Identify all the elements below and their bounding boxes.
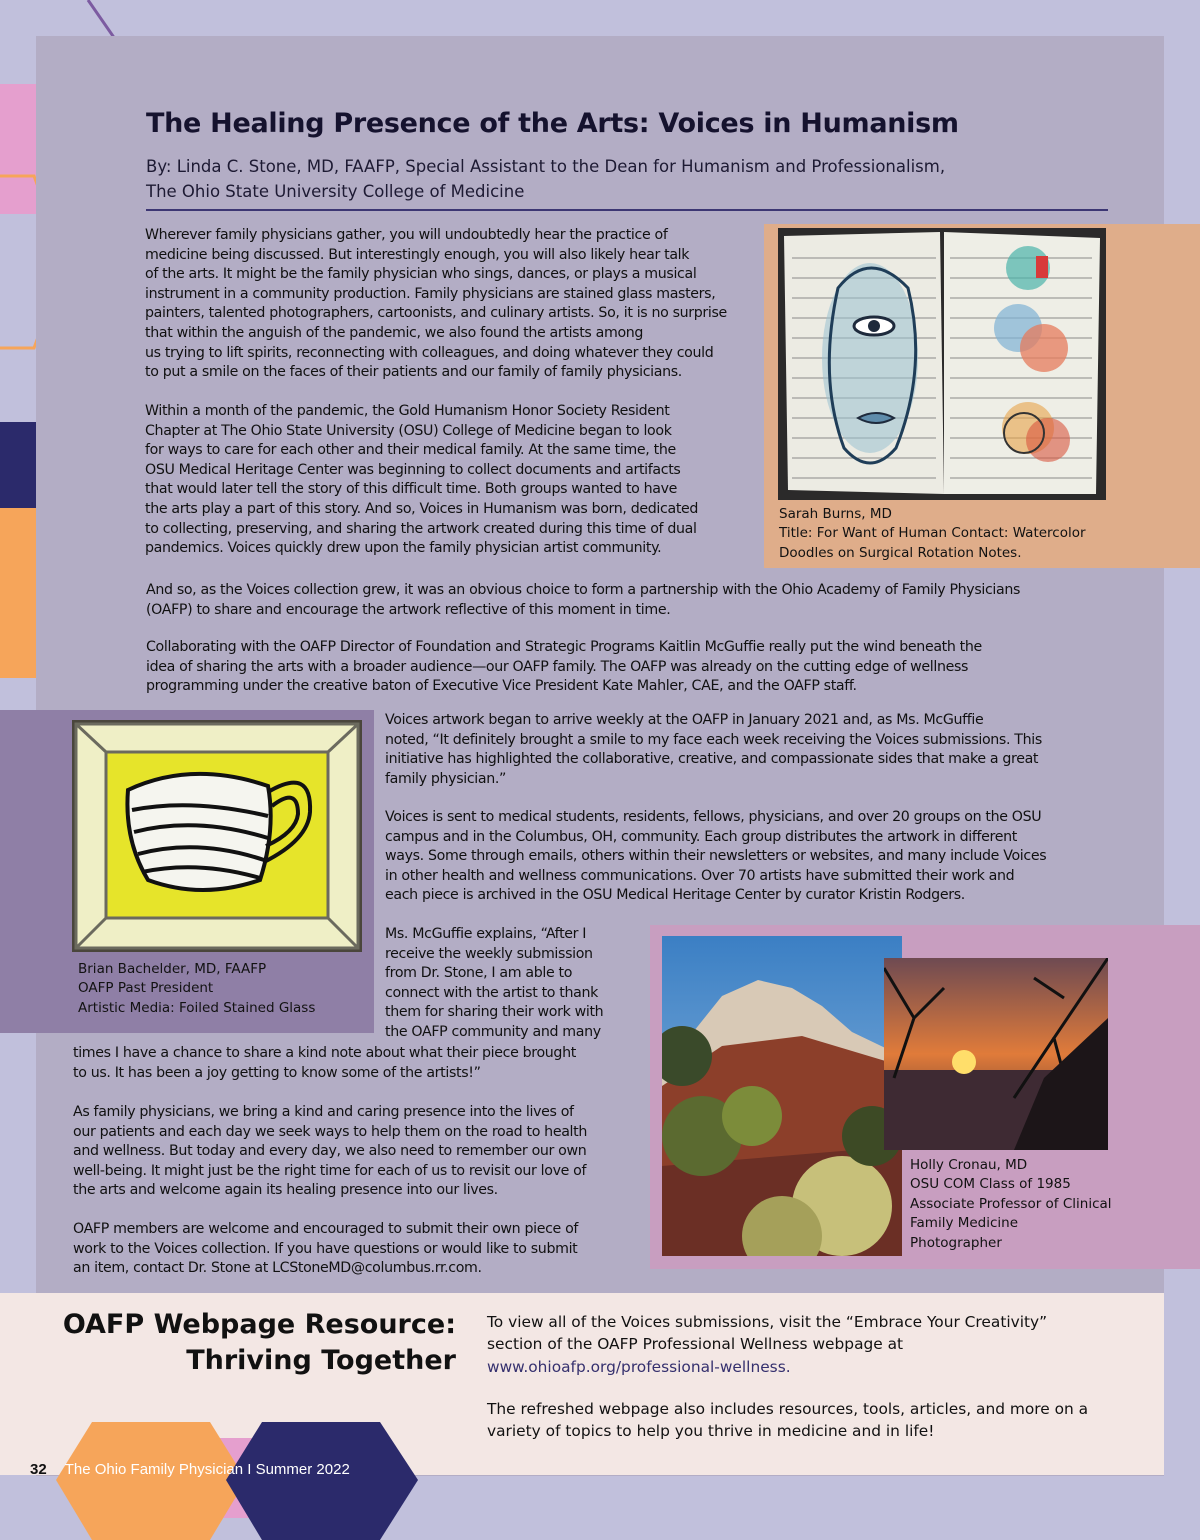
caption-cronau-line: Family Medicine [910, 1215, 1019, 1232]
page-number: 32 [30, 1461, 47, 1478]
text-line: OAFP members are welcome and encouraged to submit their own piece of [73, 1221, 579, 1237]
caption-cronau-line: Associate Professor of Clinical [910, 1195, 1112, 1212]
text-line: noted, “It definitely brought a smile to my face each week receiving the Voices submissions. This [385, 731, 1042, 748]
text-line: times I have a chance to share a kind note about what their piece brought [73, 1045, 576, 1061]
text-line: The refreshed webpage also includes resources, tools, articles, and more on a [487, 1400, 1089, 1418]
text-line: that would later tell the story of this difficult time. Both groups wanted to have [145, 481, 678, 498]
text-line: variety of topics to help you thrive in medicine and in life! [487, 1422, 935, 1441]
byline [146, 154, 945, 204]
text-line: OSU Medical Heritage Center was beginning to collect documents and artifacts [145, 461, 681, 478]
paragraph-9 [73, 1220, 578, 1279]
text-line: connect with the artist to thank [385, 984, 598, 1001]
text-line: Collaborating with the OAFP Director of Foundation and Strategic Programs Kaitlin McGuffie really put the wind beneath the [146, 639, 982, 655]
text-line: As family physicians, we bring a kind and caring presence into the lives of [73, 1104, 574, 1120]
caption-bachelder-line: Artistic Media: Foiled Stained Glass [78, 999, 316, 1016]
text-line: from Dr. Stone, I am able to [385, 965, 573, 982]
canyon-landscape-photo [662, 936, 902, 1256]
title-divider [146, 209, 1108, 211]
paragraph-7-top [385, 925, 603, 1043]
text-line: to us. It has been a joy getting to know some of the artists!” [73, 1064, 481, 1081]
text-line: them for sharing their work with [385, 1004, 604, 1021]
caption-bachelder-line: Brian Bachelder, MD, FAAFP [78, 961, 267, 977]
text-line: each piece is archived in the OSU Medical Heritage Center by curator Kristin Rodgers. [385, 887, 965, 904]
text-line: ways. Some through emails, others within their newsletters or websites, and many include Voices [385, 848, 1047, 865]
page-footer [30, 1461, 350, 1478]
text-line: well-being. It might just be the right time for each of us to revisit our love of [73, 1162, 587, 1179]
text-line: Voices is sent to medical students, residents, fellows, physicians, and over 20 groups on the OSU [385, 809, 1042, 825]
resource-title-line: OAFP Webpage Resource: [62, 1309, 456, 1340]
text-line: initiative has highlighted the collaborative, creative, and compassionate sides that make a great [385, 751, 1039, 768]
caption-cronau-line: Photographer [910, 1234, 1002, 1251]
text-line: Voices artwork began to arrive weekly at the OAFP in January 2021 and, as Ms. McGuffie [385, 712, 984, 728]
text-line: To view all of the Voices submissions, visit the “Embrace Your Creativity” [487, 1313, 1048, 1331]
paragraph-5 [385, 711, 1042, 789]
text-line: family physician.” [385, 770, 507, 787]
byline-line-1: By: Linda C. Stone, MD, FAAFP, Special Assistant to the Dean for Humanism and Professionalism, [146, 157, 946, 176]
text-line: campus and in the Columbus, OH, community. Each group distributes the artwork in different [385, 828, 1017, 845]
text-line: to put a smile on the faces of their patients and our family of family physicians. [145, 364, 682, 381]
caption-burns-line: Title: For Want of Human Contact: Watercolor [779, 525, 1086, 542]
text-line: of the arts. It might be the family physician who sings, dances, or plays a musical [145, 266, 697, 283]
paragraph-7-bottom [73, 1044, 576, 1083]
text-line: and wellness. But today and every day, we also need to remember our own [73, 1143, 587, 1160]
text-line: to collecting, preserving, and sharing the artwork created during this time of dual [145, 520, 697, 537]
text-line: in other health and wellness communications. Over 70 artists have submitted their work and [385, 867, 1015, 884]
resource-text-2 [487, 1398, 1088, 1443]
text-line: our patients and each day we seek ways to help them on the road to health [73, 1123, 587, 1140]
paragraph-3 [146, 581, 1020, 620]
text-line: (OAFP) to share and encourage the artwork reflective of this moment in time. [146, 601, 671, 618]
caption-cronau [910, 1156, 1112, 1253]
text-line: work to the Voices collection. If you have questions or would like to submit [73, 1240, 578, 1257]
text-line: instrument in a community production. Family physicians are stained glass masters, [145, 285, 716, 302]
text-line: that within the anguish of the pandemic, we also found the artists among [145, 324, 644, 341]
text-line: painters, talented photographers, cartoonists, and culinary artists. So, it is no surprise [145, 305, 727, 322]
caption-bachelder [78, 960, 315, 1018]
text-line: section of the OAFP Professional Wellness webpage at [487, 1335, 904, 1354]
resource-title-line: Thriving Together [186, 1345, 456, 1376]
text-line: And so, as the Voices collection grew, it was an obvious choice to form a partnership with the Ohio Academy of Family Physicians [146, 582, 1021, 598]
text-line: for ways to care for each other and their medical family. At the same time, the [145, 442, 676, 459]
stained-glass-mask-image [72, 720, 362, 952]
caption-burns-line: Sarah Burns, MD [779, 506, 892, 522]
paragraph-4 [146, 638, 982, 697]
caption-bachelder-line: OAFP Past President [78, 980, 214, 997]
text-line: idea of sharing the arts with a broader audience—our OAFP family. The OAFP was already on the cutting edge of wellness [146, 658, 969, 675]
caption-burns [779, 505, 1086, 563]
caption-cronau-line: Holly Cronau, MD [910, 1157, 1028, 1173]
wellness-webpage-link[interactable]: www.ohioafp.org/professional-wellness. [487, 1357, 791, 1376]
resource-text-1 [487, 1311, 1047, 1378]
byline-line-2: The Ohio State University College of Medicine [146, 182, 525, 201]
text-line: Wherever family physicians gather, you will undoubtedly hear the practice of [145, 227, 668, 243]
paragraph-1 [145, 226, 727, 383]
text-line: Chapter at The Ohio State University (OSU) College of Medicine began to look [145, 422, 672, 439]
article-title: The Healing Presence of the Arts: Voices in Humanism [146, 108, 959, 139]
text-line: the arts and welcome again its healing presence into our lives. [73, 1182, 498, 1199]
text-line: pandemics. Voices quickly drew upon the family physician artist community. [145, 540, 662, 557]
text-line: the OAFP community and many [385, 1023, 601, 1040]
text-line: Ms. McGuffie explains, “After I [385, 926, 587, 942]
paragraph-2 [145, 402, 698, 559]
caption-burns-line: Doodles on Surgical Rotation Notes. [779, 544, 1022, 561]
decorative-hexagons-footer [0, 1418, 440, 1540]
watercolor-notebook-image [778, 228, 1106, 500]
sunset-photo [884, 958, 1108, 1150]
text-line: the arts play a part of this story. And so, Voices in Humanism was born, dedicated [145, 500, 699, 517]
caption-cronau-line: OSU COM Class of 1985 [910, 1176, 1071, 1193]
paragraph-8 [73, 1103, 587, 1201]
text-line: us trying to lift spirits, reconnecting with colleagues, and doing whatever they could [145, 344, 714, 361]
text-line: medicine being discussed. But interestingly enough, you will also likely hear talk [145, 246, 690, 263]
paragraph-6 [385, 808, 1046, 906]
resource-title [63, 1307, 456, 1379]
text-line: programming under the creative baton of Executive Vice President Kate Mahler, CAE, and the OAFP staff. [146, 678, 857, 695]
publication-name: The Ohio Family Physician I Summer 2022 [64, 1461, 350, 1478]
text-line: receive the weekly submission [385, 945, 593, 962]
text-line: an item, contact Dr. Stone at LCStoneMD@columbus.rr.com. [73, 1260, 482, 1277]
text-line: Within a month of the pandemic, the Gold Humanism Honor Society Resident [145, 403, 670, 419]
